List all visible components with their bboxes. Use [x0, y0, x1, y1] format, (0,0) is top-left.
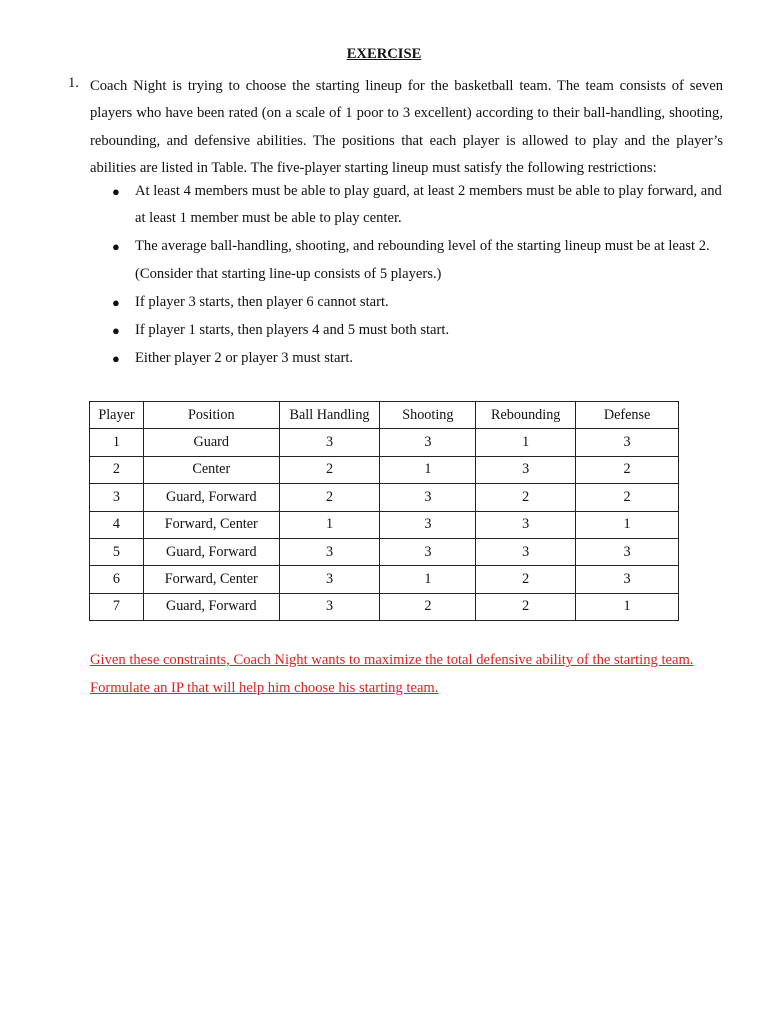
- question-text: Coach Night is trying to choose the starting lineup for the basketball team. The team consists of seven players who have been rated (on a scale of 1 poor to 3 excellent) according to their ball-handling, shooting, rebounding, and defensive abilities. The positions that each player is allowed to play and the player’s abilities are listed in Table. The five-player starting lineup must satisfy the following restrictions:: [90, 78, 723, 177]
- table-header-row: [90, 402, 679, 429]
- bullet-icon: ●: [112, 239, 120, 255]
- column-header: Shooting: [380, 402, 476, 429]
- table-cell: 2: [90, 456, 144, 483]
- table-cell: 3: [576, 429, 679, 456]
- table-cell: 3: [90, 484, 144, 511]
- table-cell: 3: [279, 429, 380, 456]
- table-cell: Forward, Center: [143, 511, 279, 538]
- table-cell: 3: [380, 511, 476, 538]
- restriction-text: Either player 2 or player 3 must start.: [135, 349, 354, 366]
- table-row: [90, 456, 679, 483]
- table-cell: 1: [380, 456, 476, 483]
- column-header: Player: [90, 402, 144, 429]
- column-header: Ball Handling: [279, 402, 380, 429]
- table-cell: 2: [279, 456, 380, 483]
- player-ratings-table: [89, 401, 679, 621]
- table-cell: 3: [279, 538, 380, 565]
- task-instruction: Given these constraints, Coach Night wants to maximize the total defensive ability of the starting team. Formulate an IP that will help him choose his starting team.: [90, 652, 694, 696]
- question-1: [68, 75, 723, 183]
- column-header: Rebounding: [476, 402, 576, 429]
- question-number: 1.: [68, 75, 79, 91]
- table-cell: 1: [576, 511, 679, 538]
- table-cell: 7: [90, 593, 144, 620]
- table-row: [90, 511, 679, 538]
- table-row: [90, 538, 679, 565]
- table-cell: 3: [279, 593, 380, 620]
- table-cell: 2: [279, 484, 380, 511]
- table-cell: 3: [476, 456, 576, 483]
- table-cell: 3: [476, 511, 576, 538]
- table-cell: 3: [576, 566, 679, 593]
- restriction-text: If player 3 starts, then player 6 cannot start.: [135, 293, 389, 310]
- list-item: [112, 317, 724, 344]
- table-cell: 2: [576, 484, 679, 511]
- table-cell: 2: [476, 566, 576, 593]
- restriction-text: If player 1 starts, then players 4 and 5 must both start.: [135, 321, 450, 338]
- table-row: [90, 484, 679, 511]
- table-cell: Guard, Forward: [143, 484, 279, 511]
- table-cell: Guard, Forward: [143, 593, 279, 620]
- page-title: EXERCISE: [346, 46, 422, 62]
- table-cell: 5: [90, 538, 144, 565]
- restrictions-list: [112, 178, 724, 373]
- table-cell: 2: [476, 484, 576, 511]
- list-item: [112, 178, 724, 233]
- restriction-text: The average ball-handling, shooting, and rebounding level of the starting lineup must be at least 2. (Consider that starting line-up consists of 5 players.): [135, 238, 710, 282]
- table-cell: 3: [380, 538, 476, 565]
- table-cell: 3: [279, 566, 380, 593]
- table-cell: 6: [90, 566, 144, 593]
- bullet-icon: ●: [112, 322, 120, 338]
- list-item: [112, 233, 724, 288]
- table-row: [90, 566, 679, 593]
- table-row: [90, 593, 679, 620]
- table-cell: Guard, Forward: [143, 538, 279, 565]
- table-cell: 4: [90, 511, 144, 538]
- bullet-icon: ●: [112, 184, 120, 199]
- table-cell: 1: [90, 429, 144, 456]
- table-cell: 2: [476, 593, 576, 620]
- table-row: [90, 429, 679, 456]
- table-cell: 3: [380, 484, 476, 511]
- bullet-icon: ●: [112, 350, 120, 366]
- table-cell: 1: [576, 593, 679, 620]
- list-item: [112, 289, 724, 316]
- table-cell: 3: [380, 429, 476, 456]
- table-cell: 1: [279, 511, 380, 538]
- table-cell: 1: [476, 429, 576, 456]
- table-cell: 3: [576, 538, 679, 565]
- table-cell: 1: [380, 566, 476, 593]
- table-cell: Guard: [143, 429, 279, 456]
- restriction-text: At least 4 members must be able to play guard, at least 2 members must be able to play forward, and at least 1 member must be able to play center.: [135, 183, 722, 227]
- column-header: Position: [143, 402, 279, 429]
- table-cell: 2: [576, 456, 679, 483]
- table-cell: 2: [380, 593, 476, 620]
- table-cell: Center: [143, 456, 279, 483]
- table-cell: 3: [476, 538, 576, 565]
- list-item: [112, 345, 724, 372]
- bullet-icon: ●: [112, 294, 120, 310]
- table-cell: Forward, Center: [143, 566, 279, 593]
- column-header: Defense: [576, 402, 679, 429]
